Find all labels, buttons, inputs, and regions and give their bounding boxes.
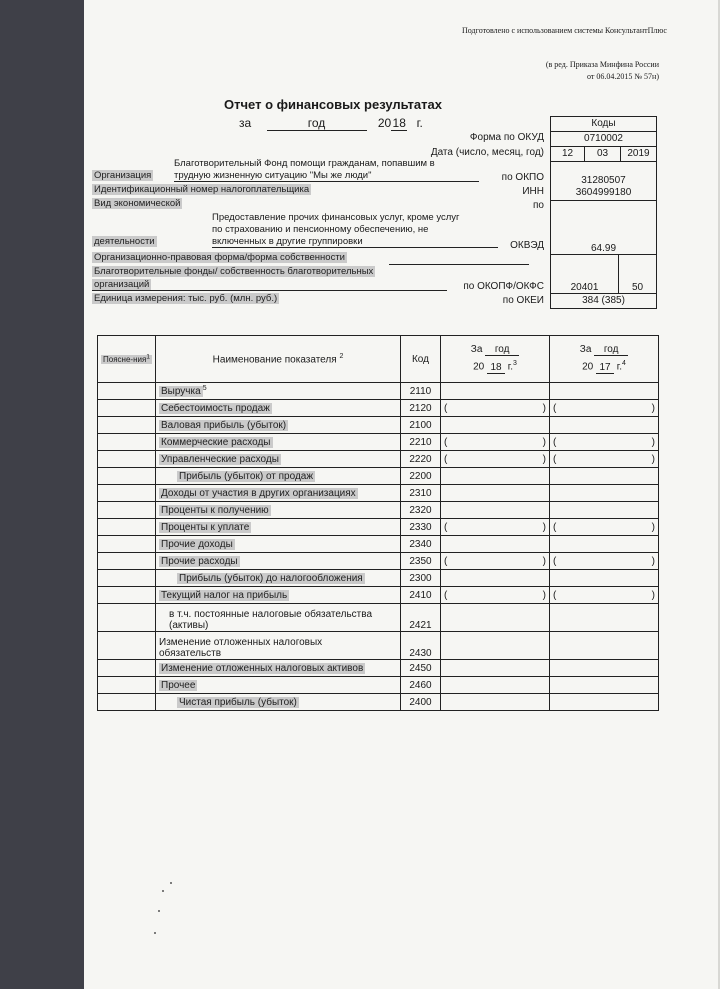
label-okpo: по ОКПО [501, 172, 544, 183]
row-note-cell [98, 383, 156, 400]
table-row [98, 468, 659, 485]
row-name-cell [156, 400, 401, 417]
row-prev-year-cell [550, 383, 659, 400]
row-prev-year-cell [550, 677, 659, 694]
report-period-line: за год 2018 г. [239, 116, 423, 130]
row-name: Коммерческие расходы [161, 436, 271, 448]
table-row [98, 587, 659, 604]
row-name: Выручка [161, 386, 201, 398]
row-current-year-cell [441, 536, 550, 553]
label-unit: Единица измерения: тыс. руб. (млн. руб.) [94, 293, 278, 304]
row-name-cell [156, 417, 401, 434]
table-row [98, 502, 659, 519]
row-code-cell: 2421 [401, 604, 441, 632]
label-form-okud: Форма по ОКУД [469, 132, 544, 143]
table-row [98, 632, 659, 660]
row-code-cell: 2210 [401, 434, 441, 451]
row-current-year-cell [441, 451, 550, 468]
activity-line2: по страхованию и пенсионному обеспечению, не [212, 224, 429, 235]
table-row [98, 383, 659, 400]
row-prev-year-cell [550, 451, 659, 468]
org-name-line1: Благотворительный Фонд помощи гражданам, попавшим в [174, 158, 435, 169]
row-prev-year-cell [550, 632, 659, 660]
table-header-row [98, 336, 659, 383]
row-prev-year-cell [550, 417, 659, 434]
paren-close: ) [542, 402, 546, 414]
row-code-cell: 2450 [401, 660, 441, 677]
speck [170, 882, 172, 884]
paren-close: ) [651, 453, 655, 465]
speck [162, 890, 164, 892]
legal-form-line1: Благотворительные фонды/ собственность благотворительных [94, 266, 374, 277]
row-note-cell [98, 400, 156, 417]
report-title: Отчет о финансовых результатах [224, 97, 442, 112]
paren-open: ( [444, 521, 448, 533]
row-note-cell [98, 677, 156, 694]
paren-open: ( [553, 555, 557, 567]
table-row [98, 604, 659, 632]
row-note-cell [98, 660, 156, 677]
table-row [98, 519, 659, 536]
row-code-cell: 2330 [401, 519, 441, 536]
row-name: Себестоимость продаж [161, 402, 270, 414]
row-code-cell: 2460 [401, 677, 441, 694]
row-prev-year-cell [550, 519, 659, 536]
code-okfs: 50 [618, 254, 657, 294]
row-code-cell: 2320 [401, 502, 441, 519]
row-name: Управленческие расходы [161, 453, 279, 465]
row-note-cell [98, 502, 156, 519]
row-note-cell [98, 417, 156, 434]
row-name-line2: обязательств [159, 648, 222, 659]
row-name: Изменение отложенных налоговых активов [161, 662, 364, 674]
row-name: Прочие расходы [161, 555, 238, 567]
row-prev-year-cell [550, 434, 659, 451]
row-name-cell [156, 553, 401, 570]
paren-open: ( [444, 589, 448, 601]
consultant-note: Подготовлено с использованием системы КонсультантПлюс [462, 26, 667, 35]
row-name: Текущий налог на прибыль [161, 589, 288, 601]
row-note-cell [98, 604, 156, 632]
row-code-cell: 2110 [401, 383, 441, 400]
paren-close: ) [542, 436, 546, 448]
row-prev-year-cell [550, 400, 659, 417]
row-code-cell: 2200 [401, 468, 441, 485]
row-name-line1: в т.ч. постоянные налоговые обязательства [169, 609, 373, 620]
row-current-year-cell [441, 417, 550, 434]
paren-open: ( [444, 402, 448, 414]
legal-form-line2: организаций [92, 279, 447, 291]
paren-close: ) [542, 555, 546, 567]
row-prev-year-cell [550, 502, 659, 519]
row-code-cell: 2310 [401, 485, 441, 502]
codes-title: Коды [550, 116, 657, 132]
row-name: Валовая прибыль (убыток) [161, 419, 287, 431]
speck [154, 932, 156, 934]
table-row [98, 553, 659, 570]
table-row [98, 451, 659, 468]
row-current-year-cell [441, 519, 550, 536]
table-row [98, 417, 659, 434]
table-row [98, 694, 659, 711]
row-code-cell: 2100 [401, 417, 441, 434]
label-inn: ИНН [522, 186, 544, 197]
label-org: Организация [94, 170, 152, 181]
row-name-cell [156, 632, 401, 660]
col-code-header: Код [401, 336, 441, 383]
row-prev-year-cell [550, 660, 659, 677]
paren-close: ) [651, 402, 655, 414]
code-okud: 0710002 [550, 131, 657, 147]
row-prev-year-cell [550, 604, 659, 632]
row-note-cell [98, 553, 156, 570]
edition-note-2: от 06.04.2015 № 57н) [587, 72, 659, 81]
row-name: Прибыль (убыток) от продаж [179, 470, 314, 482]
row-prev-year-cell [550, 570, 659, 587]
label-okei: по ОКЕИ [502, 295, 544, 306]
row-note-cell [98, 694, 156, 711]
row-name-cell [156, 383, 401, 400]
row-name-cell [156, 694, 401, 711]
col-note-header: Поясне-ния$^1$ [98, 336, 156, 383]
row-code-cell: 2410 [401, 587, 441, 604]
label-legal-form: Организационно-правовая форма/форма собственности [94, 252, 345, 263]
table-row [98, 485, 659, 502]
col-name-header: Наименование показателя $^2$ [156, 336, 401, 383]
row-current-year-cell [441, 677, 550, 694]
row-note-cell [98, 468, 156, 485]
paren-close: ) [651, 589, 655, 601]
label-inn-long: Идентификационный номер налогоплательщика [94, 184, 310, 195]
paren-open: ( [553, 402, 557, 414]
row-note-cell [98, 434, 156, 451]
row-name-cell [156, 434, 401, 451]
code-okei: 384 (385) [550, 293, 657, 309]
row-name: Прочее [161, 679, 196, 691]
row-note-cell [98, 632, 156, 660]
row-prev-year-cell [550, 553, 659, 570]
row-footnote: 5 [202, 384, 207, 392]
row-name-cell [156, 485, 401, 502]
paren-open: ( [553, 453, 557, 465]
paren-close: ) [651, 436, 655, 448]
paren-open: ( [444, 436, 448, 448]
table-row [98, 660, 659, 677]
row-current-year-cell [441, 502, 550, 519]
paren-open: ( [444, 555, 448, 567]
row-note-cell [98, 451, 156, 468]
row-current-year-cell [441, 694, 550, 711]
row-name-line2: (активы) [169, 620, 209, 631]
row-note-cell [98, 485, 156, 502]
row-code-cell: 2430 [401, 632, 441, 660]
table-row [98, 536, 659, 553]
row-name-cell [156, 587, 401, 604]
row-current-year-cell [441, 660, 550, 677]
row-prev-year-cell [550, 468, 659, 485]
row-name-cell [156, 536, 401, 553]
row-code-cell: 2300 [401, 570, 441, 587]
row-code-cell: 2220 [401, 451, 441, 468]
document-page [84, 0, 720, 989]
paren-close: ) [542, 453, 546, 465]
label-activity2: деятельности [94, 236, 155, 247]
row-name-cell [156, 677, 401, 694]
table-row [98, 677, 659, 694]
col-current-year-header: За год 20 18 г.$^3$ [441, 336, 550, 383]
code-okopf: 20401 [550, 254, 619, 294]
row-current-year-cell [441, 468, 550, 485]
activity-line3: включенных в другие группировки [212, 236, 498, 248]
code-inn: 3604999180 [550, 187, 657, 201]
row-note-cell [98, 570, 156, 587]
row-name-cell [156, 468, 401, 485]
row-name-cell [156, 660, 401, 677]
row-note-cell [98, 519, 156, 536]
paren-open: ( [444, 453, 448, 465]
row-current-year-cell [441, 587, 550, 604]
row-name: Прочие доходы [161, 538, 233, 550]
row-name: Проценты к получению [161, 504, 269, 516]
row-name: Доходы от участия в других организациях [161, 487, 356, 499]
code-date-day: 12 [550, 146, 585, 162]
label-okved: ОКВЭД [510, 240, 544, 251]
table-row [98, 434, 659, 451]
paren-close: ) [542, 521, 546, 533]
row-name-cell [156, 451, 401, 468]
paren-close: ) [651, 521, 655, 533]
paren-close: ) [542, 589, 546, 601]
paren-open: ( [553, 521, 557, 533]
speck [158, 910, 160, 912]
row-prev-year-cell [550, 694, 659, 711]
col-prev-year-header: За год 20 17 г.$^4$ [550, 336, 659, 383]
activity-line1: Предоставление прочих финансовых услуг, кроме услуг [212, 212, 460, 223]
label-po: по [533, 200, 544, 211]
label-date: Дата (число, месяц, год) [430, 147, 544, 158]
row-current-year-cell [441, 485, 550, 502]
row-name-cell [156, 502, 401, 519]
row-note-cell [98, 536, 156, 553]
org-name-line2: трудную жизненную ситуацию "Мы же люди" [174, 170, 479, 182]
row-code-cell: 2400 [401, 694, 441, 711]
row-name-cell [156, 570, 401, 587]
row-name-cell [156, 604, 401, 632]
legal-form-underline [389, 264, 529, 265]
row-current-year-cell [441, 400, 550, 417]
code-date-month: 03 [584, 146, 621, 162]
row-name-line1: Изменение отложенных налоговых [159, 637, 323, 648]
row-prev-year-cell [550, 485, 659, 502]
row-name-cell [156, 519, 401, 536]
row-note-cell [98, 587, 156, 604]
label-okopf: по ОКОПФ/ОКФС [463, 281, 544, 292]
code-okpo: 31280507 [550, 161, 657, 187]
row-prev-year-cell [550, 536, 659, 553]
row-current-year-cell [441, 604, 550, 632]
row-prev-year-cell [550, 587, 659, 604]
row-code-cell: 2340 [401, 536, 441, 553]
code-okved: 64.99 [550, 200, 657, 255]
row-code-cell: 2350 [401, 553, 441, 570]
row-name: Чистая прибыль (убыток) [179, 696, 297, 708]
row-name: Проценты к уплате [161, 521, 250, 533]
table-row [98, 570, 659, 587]
label-activity: Вид экономической [94, 198, 181, 209]
table-row [98, 400, 659, 417]
row-current-year-cell [441, 383, 550, 400]
paren-close: ) [651, 555, 655, 567]
row-current-year-cell [441, 632, 550, 660]
row-code-cell: 2120 [401, 400, 441, 417]
code-date-year: 2019 [620, 146, 657, 162]
row-current-year-cell [441, 434, 550, 451]
row-current-year-cell [441, 553, 550, 570]
row-current-year-cell [441, 570, 550, 587]
financial-results-table [97, 335, 659, 711]
paren-open: ( [553, 589, 557, 601]
edition-note-1: (в ред. Приказа Минфина России [545, 60, 659, 69]
row-name: Прибыль (убыток) до налогообложения [179, 572, 363, 584]
paren-open: ( [553, 436, 557, 448]
